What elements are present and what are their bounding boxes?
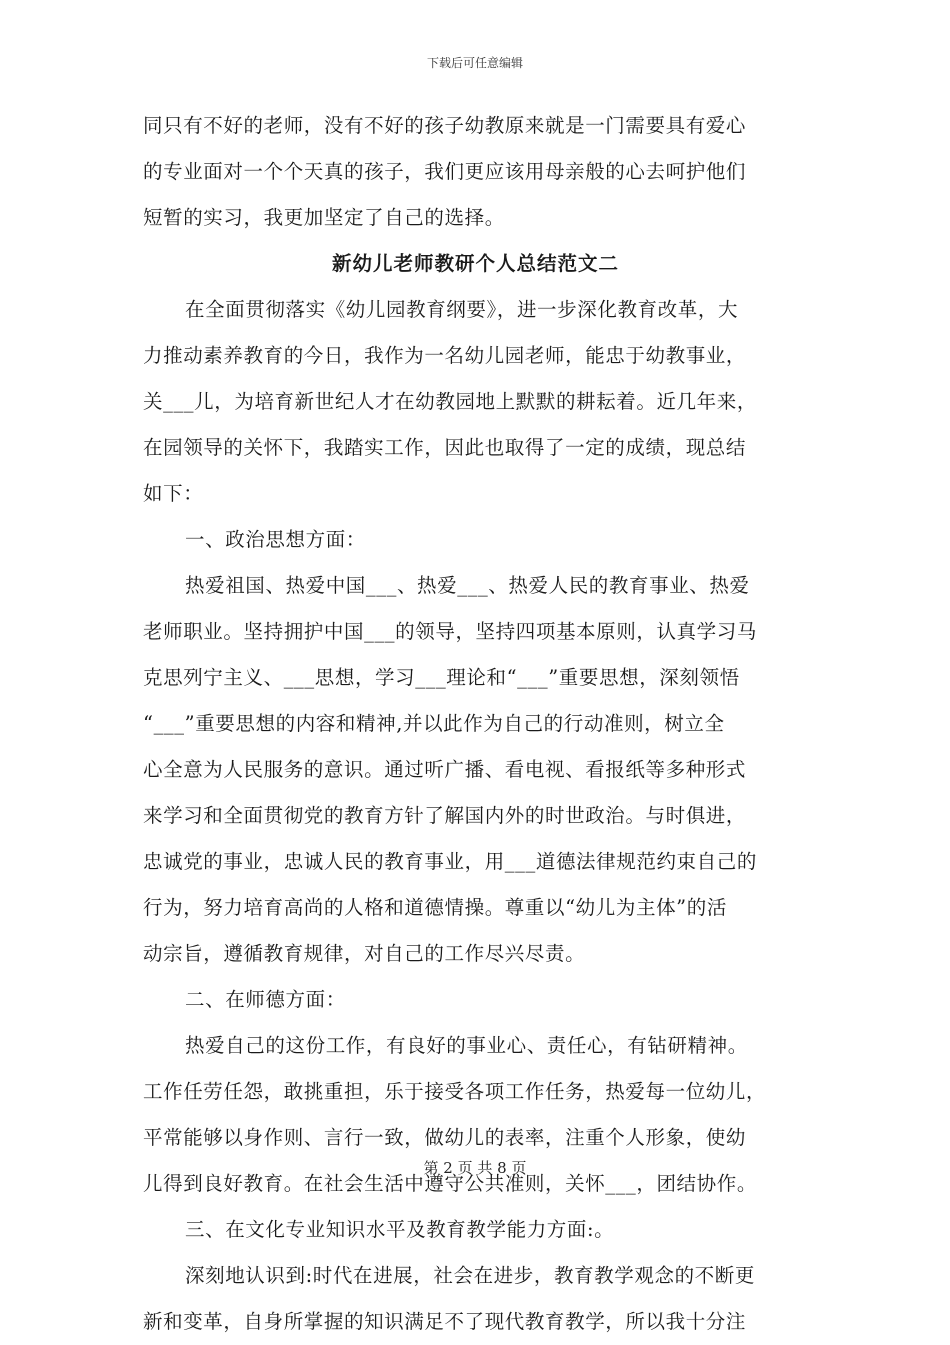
- paragraph-line: 老师职业。坚持拥护中国___的领导，坚持四项基本原则，认真学习马: [143, 620, 757, 643]
- paragraph-line: 行为，努力培育高尚的人格和道德情操。尊重以“幼儿为主体”的活: [143, 896, 727, 919]
- paragraph-line: 动宗旨，遵循教育规律，对自己的工作尽兴尽责。: [143, 942, 586, 965]
- paragraph-line: 新和变革，自身所掌握的知识满足不了现代教育教学，所以我十分注: [143, 1310, 747, 1333]
- paragraph-line: 心全意为人民服务的意识。通过听广播、看电视、看报纸等多种形式: [143, 758, 747, 781]
- paragraph-line: 力推动素养教育的今日，我作为一名幼儿园老师，能忠于幼教事业，: [143, 344, 747, 367]
- paragraph-line: 热爱祖国、热爱中国___、热爱___、热爱人民的教育事业、热爱: [185, 574, 750, 597]
- page-number: 第 2 页 共 8 页: [423, 1159, 527, 1177]
- paragraph-line: 来学习和全面贯彻党的教育方针了解国内外的时世政治。与时俱进，: [143, 804, 747, 827]
- paragraph-line: 工作任劳任怨，敢挑重担，乐于接受各项工作任务，热爱每一位幼儿，: [143, 1080, 767, 1103]
- paragraph-line: 平常能够以身作则、言行一致，做幼儿的表率，注重个人形象，使幼: [143, 1126, 747, 1149]
- paragraph-line: 深刻地认识到:时代在进展，社会在进步，教育教学观念的不断更: [185, 1264, 755, 1287]
- paragraph-line: 如下：: [143, 482, 204, 505]
- page-header: 下载后可任意编辑: [426, 56, 523, 70]
- paragraph-line: 的专业面对一个个天真的孩子，我们更应该用母亲般的心去呵护他们: [143, 160, 747, 183]
- paragraph-line: 关___儿，为培育新世纪人才在幼教园地上默默的耕耘着。近几年来，: [143, 390, 757, 413]
- paragraph-line: 短暂的实习，我更加坚定了自己的选择。: [143, 206, 505, 229]
- paragraph-line: 热爱自己的这份工作，有良好的事业心、责任心，有钻研精神。: [185, 1034, 748, 1057]
- subheading: 三、在文化专业知识水平及教育教学能力方面:。: [185, 1218, 615, 1241]
- paragraph-line: “___”重要思想的内容和精神,并以此作为自己的行动准则，树立全: [143, 712, 725, 735]
- paragraph-line: 同只有不好的老师，没有不好的孩子幼教原来就是一门需要具有爱心: [143, 114, 747, 137]
- subheading: 二、在师德方面：: [185, 988, 346, 1011]
- subheading: 一、政治思想方面：: [185, 528, 366, 551]
- paragraph-line: 儿得到良好教育。在社会生活中遵守公共准则，关怀___，团结协作。: [143, 1172, 757, 1195]
- paragraph-line: 克思列宁主义、___思想，学习___理论和“___”重要思想，深刻领悟: [143, 666, 740, 689]
- paragraph-line: 在全面贯彻落实《幼儿园教育纲要》，进一步深化教育改革，大: [185, 298, 739, 321]
- paragraph-line: 在园领导的关怀下，我踏实工作，因此也取得了一定的成绩，现总结: [143, 436, 747, 459]
- paragraph-line: 忠诚党的事业，忠诚人民的教育事业，用___道德法律规范约束自己的: [143, 850, 757, 873]
- section-title: 新幼儿老师教研个人总结范文二: [331, 252, 619, 275]
